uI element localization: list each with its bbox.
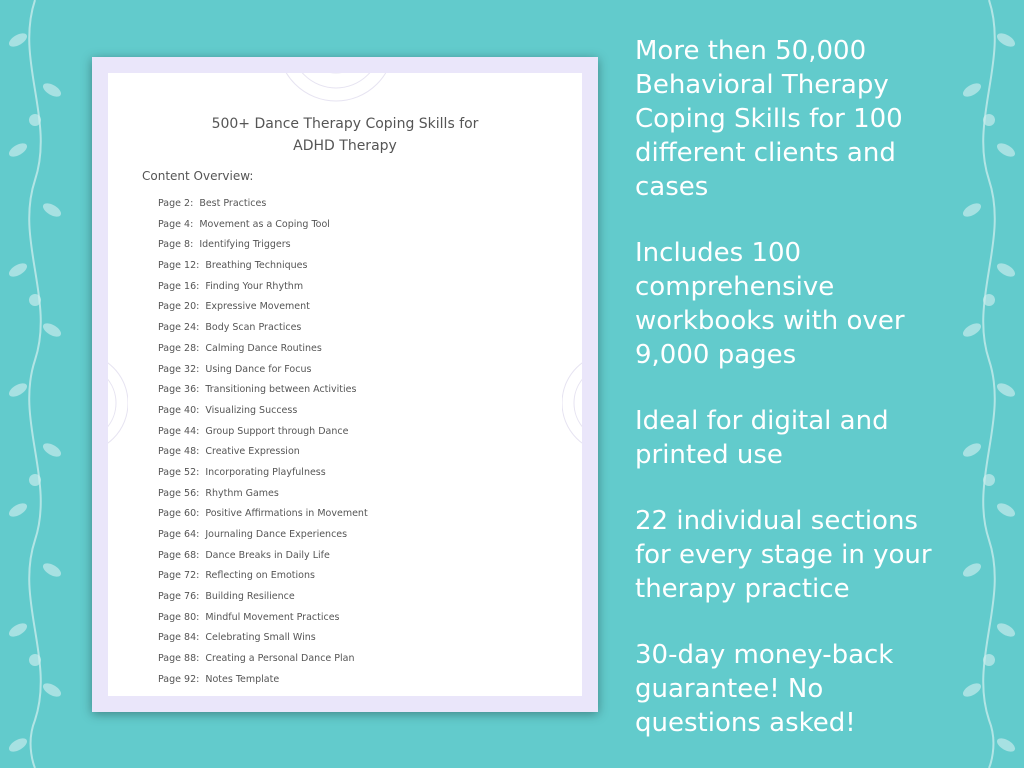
toc-item — [158, 318, 368, 339]
toc-item-title: Dance Breaks in Daily Life — [205, 549, 330, 561]
table-of-contents — [158, 194, 368, 691]
feature-item: 30-day money-back guarantee! No questions asked! — [635, 640, 894, 738]
toc-item — [158, 297, 368, 318]
toc-item-title: Body Scan Practices — [205, 322, 302, 334]
toc-item — [158, 628, 368, 649]
toc-page-number: Page 72: — [158, 570, 200, 582]
toc-item — [158, 525, 368, 546]
toc-page-number: Page 20: — [158, 301, 200, 313]
toc-item-title: Calming Dance Routines — [205, 342, 322, 354]
toc-page-number: Page 8: — [158, 239, 194, 251]
toc-page-number: Page 40: — [158, 404, 200, 416]
toc-page-number: Page 88: — [158, 653, 200, 665]
toc-item-title: Rhythm Games — [205, 487, 279, 499]
toc-item — [158, 339, 368, 360]
toc-page-number: Page 36: — [158, 384, 200, 396]
toc-item — [158, 401, 368, 422]
toc-page-number: Page 76: — [158, 591, 200, 603]
toc-item-title: Celebrating Small Wins — [205, 632, 316, 644]
toc-item — [158, 546, 368, 567]
toc-page-number: Page 32: — [158, 363, 200, 375]
toc-item — [158, 566, 368, 587]
toc-page-number: Page 12: — [158, 260, 200, 272]
toc-item-title: Creating a Personal Dance Plan — [205, 653, 355, 665]
feature-item: Includes 100 comprehensive workbooks with over 9,000 pages — [635, 238, 905, 370]
toc-item-title: Using Dance for Focus — [205, 363, 312, 375]
toc-item-title: Positive Affirmations in Movement — [205, 508, 368, 520]
toc-item — [158, 504, 368, 525]
toc-item — [158, 215, 368, 236]
document-title-line1: 500+ Dance Therapy Coping Skills for — [211, 116, 479, 132]
toc-item-title: Best Practices — [199, 198, 267, 209]
toc-item-title: Expressive Movement — [205, 301, 310, 313]
toc-page-number: Page 56: — [158, 487, 200, 499]
toc-page-number: Page 2: — [158, 198, 194, 209]
toc-item — [158, 608, 368, 629]
toc-item — [158, 277, 368, 298]
toc-item-title: Finding Your Rhythm — [205, 280, 304, 292]
toc-item — [158, 649, 368, 670]
toc-item-title: Notes Template — [205, 673, 280, 685]
toc-page-number: Page 68: — [158, 549, 200, 561]
toc-page-number: Page 16: — [158, 280, 200, 292]
toc-item — [158, 463, 368, 484]
toc-page-number: Page 52: — [158, 466, 200, 478]
mandala-top-icon — [266, 73, 406, 103]
toc-item-title: Breathing Techniques — [205, 260, 308, 272]
mandala-right-icon — [562, 333, 582, 473]
toc-page-number: Page 24: — [158, 322, 200, 334]
mandala-left-icon — [108, 333, 128, 473]
toc-item — [158, 360, 368, 381]
toc-page-number: Page 28: — [158, 342, 200, 354]
toc-item-title: Building Resilience — [205, 591, 295, 603]
toc-item-title: Transitioning between Activities — [205, 384, 357, 396]
toc-item-title: Reflecting on Emotions — [205, 570, 315, 582]
toc-page-number: Page 80: — [158, 611, 200, 623]
toc-page-number: Page 48: — [158, 446, 200, 458]
feature-item: Ideal for digital and printed use — [635, 406, 889, 470]
toc-item-title: Mindful Movement Practices — [205, 611, 340, 623]
feature-list — [635, 34, 955, 768]
toc-item — [158, 587, 368, 608]
toc-page-number: Page 4: — [158, 218, 194, 230]
document-preview — [92, 57, 598, 712]
document-page — [108, 73, 582, 696]
toc-item — [158, 484, 368, 505]
toc-item — [158, 194, 368, 215]
toc-item — [158, 422, 368, 443]
toc-item — [158, 380, 368, 401]
toc-item — [158, 256, 368, 277]
toc-item-title: Creative Expression — [205, 446, 300, 458]
toc-item-title: Incorporating Playfulness — [205, 466, 326, 478]
toc-page-number: Page 84: — [158, 632, 200, 644]
feature-item: 22 individual sections for every stage in your therapy practice — [635, 506, 932, 604]
content-overview-label: Content Overview: — [142, 169, 254, 183]
toc-page-number: Page 44: — [158, 425, 200, 437]
toc-item-title: Group Support through Dance — [205, 425, 349, 437]
floral-vine-right-icon — [954, 0, 1024, 768]
toc-item-title: Visualizing Success — [205, 404, 298, 416]
toc-item — [158, 670, 368, 691]
toc-item-title: Identifying Triggers — [199, 239, 291, 251]
toc-item — [158, 235, 368, 256]
toc-item-title: Movement as a Coping Tool — [199, 218, 330, 230]
document-title — [108, 113, 582, 157]
toc-page-number: Page 64: — [158, 529, 200, 540]
document-title-line2: ADHD Therapy — [293, 138, 397, 154]
toc-item-title: Journaling Dance Experiences — [205, 529, 348, 540]
floral-vine-left-icon — [0, 0, 70, 768]
toc-page-number: Page 92: — [158, 673, 200, 685]
toc-item — [158, 442, 368, 463]
toc-page-number: Page 60: — [158, 508, 200, 520]
feature-item: More then 50,000 Behavioral Therapy Coping Skills for 100 different clients and cases — [635, 36, 903, 202]
